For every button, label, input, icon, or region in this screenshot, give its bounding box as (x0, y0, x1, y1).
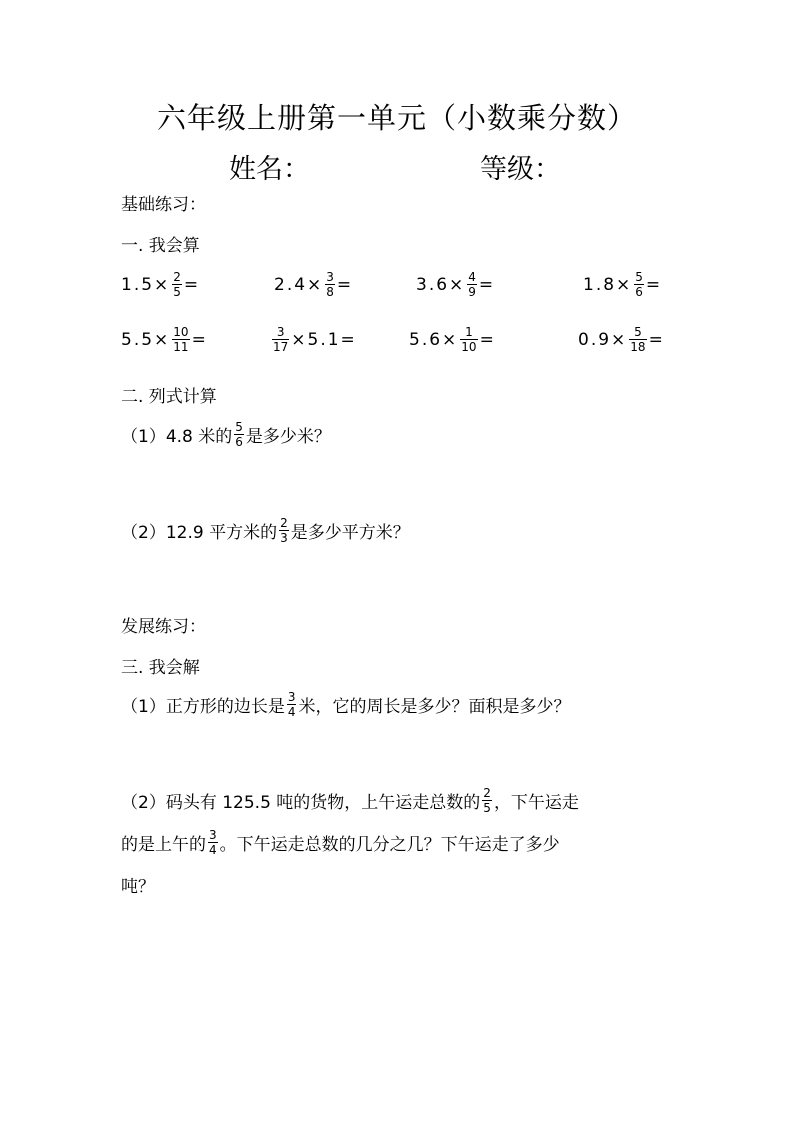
fraction (279, 516, 289, 545)
numerator: 3 (326, 270, 334, 284)
problem-left: 1.5× (121, 274, 171, 295)
fraction (467, 270, 477, 299)
denominator: 9 (468, 285, 476, 299)
problem-left: 2.4× (274, 274, 324, 295)
numerator: 2 (173, 270, 181, 284)
section-2-heading: 二. 列式计算 (121, 387, 217, 407)
problem-left: 5.5× (121, 329, 171, 350)
denominator: 10 (461, 340, 477, 354)
section-3-heading: 三. 我会解 (121, 658, 200, 678)
problem-right: = (191, 329, 208, 350)
question-text: （1）正方形的边长是 (121, 697, 285, 717)
word-question (121, 690, 570, 719)
calc-problem (121, 325, 208, 354)
numerator: 3 (209, 828, 217, 842)
word-question (121, 516, 410, 545)
denominator: 6 (235, 435, 243, 449)
denominator: 18 (630, 340, 646, 354)
word-question (121, 420, 331, 449)
fraction (208, 828, 218, 857)
denominator: 11 (173, 340, 189, 354)
problem-right: = (478, 274, 496, 295)
name-label: 姓名： (229, 154, 310, 185)
calc-problem (409, 325, 496, 354)
fraction (325, 270, 335, 299)
question-text: 吨？ (121, 877, 155, 897)
fraction (460, 325, 477, 354)
denominator: 4 (287, 705, 296, 719)
fraction (634, 270, 644, 299)
fraction (272, 325, 289, 354)
word-question-continued (121, 828, 560, 857)
fraction (287, 690, 297, 719)
question-text: 是多少米？ (245, 427, 331, 447)
problem-left: 3.6× (416, 274, 466, 295)
question-text: （2）码头有 125.5 吨的货物，上午运走总数的 (121, 793, 481, 813)
question-text: 米，它的周长是多少？面积是多少？ (298, 697, 571, 717)
numerator: 4 (468, 270, 476, 284)
denominator: 8 (326, 285, 334, 299)
question-text: （2）12.9 平方米的 (121, 523, 278, 543)
fraction (482, 786, 492, 815)
numerator: 3 (287, 690, 296, 704)
problem-right: = (336, 274, 354, 295)
word-question-continued (121, 872, 155, 897)
problem-left: 5.6× (409, 329, 459, 350)
numerator: 2 (483, 786, 491, 800)
denominator: 6 (635, 285, 643, 299)
denominator: 3 (280, 531, 288, 545)
denominator: 5 (483, 801, 491, 815)
fraction (234, 420, 244, 449)
numerator: 10 (173, 325, 189, 339)
develop-practice-heading: 发展练习： (121, 617, 206, 637)
problem-right: = (479, 329, 496, 350)
numerator: 3 (276, 325, 285, 339)
problem-left: 1.8× (583, 274, 633, 295)
calc-problem (274, 270, 353, 299)
numerator: 2 (280, 516, 288, 530)
problem-right: = (645, 274, 663, 295)
denominator: 5 (173, 285, 181, 299)
problem-right: = (183, 274, 201, 295)
problem-right: = (648, 329, 665, 350)
calc-problem (583, 270, 662, 299)
word-question (121, 786, 579, 815)
calc-problem (416, 270, 495, 299)
denominator: 17 (273, 340, 289, 354)
calc-problem (270, 325, 357, 354)
numerator: 1 (465, 325, 473, 339)
calc-problem (578, 325, 665, 354)
fraction (172, 325, 189, 354)
numerator: 5 (634, 325, 642, 339)
problem-right: ×5.1= (291, 329, 357, 350)
numerator: 5 (635, 270, 643, 284)
section-1-heading: 一. 我会算 (121, 236, 200, 256)
question-text: ，下午运走 (493, 793, 579, 813)
question-text: 。下午运走总数的几分之几？下午运走了多少 (219, 835, 560, 855)
calc-problem (121, 270, 200, 299)
grade-label: 等级： (480, 154, 561, 185)
page-title: 六年级上册第一单元（小数乘分数） (156, 101, 637, 135)
question-text: 是多少平方米？ (290, 523, 410, 543)
fraction (629, 325, 646, 354)
question-text: 的是上午的 (121, 835, 206, 855)
numerator: 5 (235, 420, 243, 434)
basic-practice-heading: 基础练习： (121, 195, 206, 215)
problem-left: 0.9× (578, 329, 628, 350)
fraction (172, 270, 182, 299)
denominator: 4 (209, 843, 217, 857)
question-text: （1）4.8 米的 (121, 427, 233, 447)
